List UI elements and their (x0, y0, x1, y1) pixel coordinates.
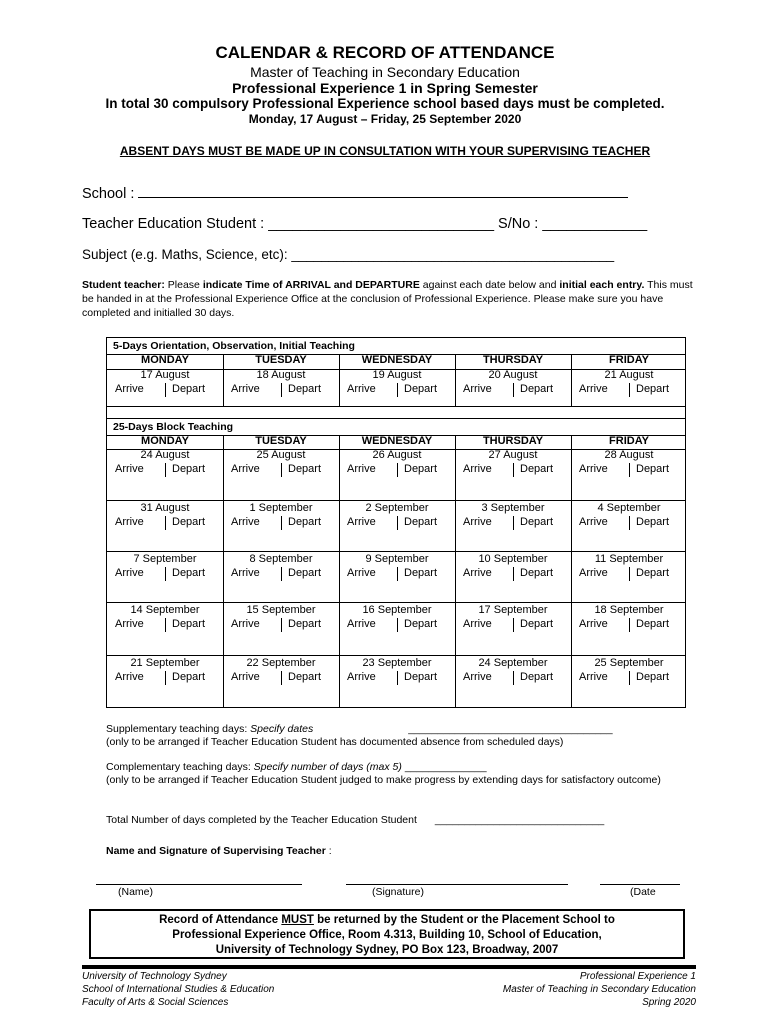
arrive-depart-divider (397, 516, 398, 530)
arrive-field[interactable]: Arrive (115, 567, 144, 579)
depart-field[interactable]: Depart (172, 671, 206, 683)
week-divider (107, 655, 685, 656)
depart-field[interactable]: Depart (520, 463, 554, 475)
arrive-field[interactable]: Arrive (115, 463, 144, 475)
depart-field[interactable]: Depart (288, 463, 322, 475)
arrive-field[interactable]: Arrive (347, 618, 376, 630)
arrive-field[interactable]: Arrive (115, 516, 144, 528)
footer-divider (82, 965, 696, 969)
arrive-depart-divider (629, 383, 630, 397)
date-cell: 18 August (256, 369, 306, 381)
sno-label: S/No : _____________ (498, 216, 648, 232)
date-cell: 17 August (140, 369, 190, 381)
complementary-note: (only to be arranged if Teacher Education Student judged to make progress by extending days for satisfactory outcome) (106, 774, 661, 786)
arrive-field[interactable]: Arrive (115, 383, 144, 395)
supplementary-days (106, 723, 686, 749)
complementary-input-line[interactable]: ______________ (404, 761, 487, 773)
date-cell: 10 September (478, 553, 548, 565)
instructions-lead: Student teacher: (82, 279, 165, 291)
date-cell: 20 August (488, 369, 538, 381)
date-cell: 21 August (604, 369, 654, 381)
arrive-depart-divider (513, 516, 514, 530)
school-input-line[interactable] (138, 185, 628, 198)
depart-field[interactable]: Depart (636, 618, 670, 630)
row-divider (107, 449, 685, 450)
footer-right (396, 970, 696, 1009)
name-line[interactable] (96, 884, 302, 885)
week-divider (107, 500, 685, 501)
footer-program: Master of Teaching in Secondary Education (502, 984, 696, 995)
footer-school: School of International Studies & Education (82, 984, 275, 995)
date-cell: 1 September (249, 502, 313, 514)
arrive-depart-divider (165, 618, 166, 632)
column-divider (339, 435, 340, 707)
week-divider (107, 602, 685, 603)
subject-label: Subject (e.g. Maths, Science, etc): ___________________________________________ (82, 247, 615, 262)
signature-title: Name and Signature of Supervising Teacher (106, 845, 326, 857)
student-label: Teacher Education Student : ____________________________ (82, 216, 495, 232)
section-orientation-title: 5-Days Orientation, Observation, Initial Teaching (113, 340, 355, 352)
date-cell: 17 September (478, 604, 548, 616)
arrive-field[interactable]: Arrive (579, 618, 608, 630)
arrive-field[interactable]: Arrive (231, 516, 260, 528)
day-header-wednesday: WEDNESDAY (361, 354, 433, 366)
column-divider (455, 354, 456, 406)
date-cell: 2 September (365, 502, 429, 514)
arrive-depart-divider (165, 383, 166, 397)
date-cell: 4 September (597, 502, 661, 514)
signature-title-suffix: : (325, 845, 332, 857)
depart-field[interactable]: Depart (288, 383, 322, 395)
day-header-thursday: THURSDAY (482, 354, 544, 366)
date-cell: 24 September (478, 657, 548, 669)
date-cell: 9 September (365, 553, 429, 565)
total-input-line[interactable]: _____________________________ (434, 814, 605, 826)
row-divider (107, 418, 685, 419)
column-divider (571, 435, 572, 707)
arrive-field[interactable]: Arrive (347, 383, 376, 395)
name-caption: (Name) (118, 886, 154, 898)
depart-field[interactable]: Depart (288, 618, 322, 630)
date-cell: 24 August (140, 449, 190, 461)
arrive-depart-divider (629, 567, 630, 581)
date-cell: 25 August (256, 449, 306, 461)
section-block-teaching-title: 25-Days Block Teaching (113, 421, 234, 433)
arrive-field[interactable]: Arrive (115, 618, 144, 630)
date-caption: (Date (630, 886, 656, 898)
depart-field[interactable]: Depart (404, 516, 438, 528)
depart-field[interactable]: Depart (404, 671, 438, 683)
arrive-depart-divider (629, 516, 630, 530)
arrive-depart-divider (513, 383, 514, 397)
instructions-paragraph (82, 278, 698, 320)
day-header-wednesday: WEDNESDAY (361, 435, 433, 447)
depart-field[interactable]: Depart (172, 463, 206, 475)
instructions-text-2: against each date below and (419, 279, 560, 291)
footer-course: Professional Experience 1 (579, 971, 696, 982)
date-cell: 18 September (594, 604, 664, 616)
date-cell: 25 September (594, 657, 664, 669)
instructions-bold-1: indicate Time of ARRIVAL and DEPARTURE (202, 279, 420, 291)
date-cell: 16 September (362, 604, 432, 616)
arrive-field[interactable]: Arrive (115, 671, 144, 683)
arrive-field[interactable]: Arrive (231, 618, 260, 630)
date-cell: 28 August (604, 449, 654, 461)
depart-field[interactable]: Depart (404, 618, 438, 630)
day-header-friday: FRIDAY (609, 435, 649, 447)
arrive-depart-divider (397, 618, 398, 632)
depart-field[interactable]: Depart (636, 516, 670, 528)
date-cell: 22 September (246, 657, 316, 669)
column-divider (223, 435, 224, 707)
date-cell: 3 September (481, 502, 545, 514)
instructions-bold-2: initial each entry. (559, 279, 645, 291)
day-header-tuesday: TUESDAY (255, 354, 307, 366)
arrive-depart-divider (513, 567, 514, 581)
depart-field[interactable]: Depart (172, 383, 206, 395)
arrive-depart-divider (281, 618, 282, 632)
arrive-field[interactable]: Arrive (231, 567, 260, 579)
attendance-calendar (106, 337, 686, 708)
date-cell: 15 September (246, 604, 316, 616)
depart-field[interactable]: Depart (636, 383, 670, 395)
arrive-field[interactable]: Arrive (463, 463, 492, 475)
date-cell: 23 September (362, 657, 432, 669)
notice-line2: Professional Experience Office, Room 4.313, Building 10, School of Education, (172, 929, 602, 941)
week-divider (107, 551, 685, 552)
depart-field[interactable]: Depart (288, 516, 322, 528)
depart-field[interactable]: Depart (404, 463, 438, 475)
arrive-depart-divider (513, 618, 514, 632)
arrive-depart-divider (165, 516, 166, 530)
date-range: Monday, 17 August – Friday, 25 September 2020 (248, 112, 522, 126)
footer-university: University of Technology Sydney (82, 971, 227, 982)
arrive-field[interactable]: Arrive (463, 516, 492, 528)
instructions-text-3: This must be handed in at the Professional Experience Office at the conclusion of Professional Experience. Please make sure you have completed and initialled 30 days. (82, 279, 693, 319)
depart-field[interactable]: Depart (172, 567, 206, 579)
depart-field[interactable]: Depart (288, 567, 322, 579)
footer-left (82, 970, 274, 1009)
arrive-depart-divider (165, 463, 166, 477)
depart-field[interactable]: Depart (520, 671, 554, 683)
depart-field[interactable]: Depart (520, 516, 554, 528)
arrive-depart-divider (513, 463, 514, 477)
depart-field[interactable]: Depart (404, 383, 438, 395)
arrive-field[interactable]: Arrive (463, 618, 492, 630)
arrive-field[interactable]: Arrive (347, 516, 376, 528)
requirement-note: In total 30 compulsory Professional Experience school based days must be completed. (105, 96, 665, 111)
arrive-field[interactable]: Arrive (579, 463, 608, 475)
school-label: School : (82, 186, 135, 202)
notice-line1-a: Record of Attendance (159, 914, 282, 926)
arrive-depart-divider (629, 671, 630, 685)
date-cell: 26 August (372, 449, 422, 461)
arrive-depart-divider (281, 463, 282, 477)
signature-line[interactable] (346, 884, 568, 885)
arrive-field[interactable]: Arrive (347, 463, 376, 475)
arrive-depart-divider (513, 671, 514, 685)
instructions-text-1: Please (164, 279, 203, 291)
depart-field[interactable]: Depart (520, 567, 554, 579)
arrive-field[interactable]: Arrive (347, 671, 376, 683)
footer-faculty: Faculty of Arts & Social Sciences (82, 997, 229, 1008)
arrive-field[interactable]: Arrive (579, 671, 608, 683)
total-label: Total Number of days completed by the Teacher Education Student (106, 814, 417, 826)
page-title: CALENDAR & RECORD OF ATTENDANCE (215, 43, 555, 62)
date-cell: 8 September (249, 553, 313, 565)
day-header-tuesday: TUESDAY (255, 435, 307, 447)
signature-section-title (106, 845, 332, 858)
arrive-depart-divider (165, 671, 166, 685)
supplementary-note: (only to be arranged if Teacher Education Student has documented absence from scheduled days) (106, 736, 564, 748)
arrive-field[interactable]: Arrive (463, 567, 492, 579)
notice-line1-c: be returned by the Student or the Placement School to (313, 914, 615, 926)
school-field (82, 185, 628, 202)
notice-line3: University of Technology Sydney, PO Box 123, Broadway, 2007 (215, 944, 559, 956)
row-divider (107, 354, 685, 355)
program-subtitle: Master of Teaching in Secondary Education (250, 64, 520, 80)
date-cell: 14 September (130, 604, 200, 616)
supplementary-label: Supplementary teaching days: (106, 723, 251, 735)
supplementary-input-line[interactable]: ___________________________________ (408, 723, 613, 735)
arrive-field[interactable]: Arrive (231, 671, 260, 683)
arrive-depart-divider (281, 383, 282, 397)
arrive-depart-divider (281, 567, 282, 581)
arrive-field[interactable]: Arrive (231, 463, 260, 475)
arrive-depart-divider (397, 671, 398, 685)
row-divider (107, 406, 685, 407)
complementary-days (106, 761, 696, 787)
depart-field[interactable]: Depart (636, 671, 670, 683)
column-divider (455, 435, 456, 707)
arrive-field[interactable]: Arrive (347, 567, 376, 579)
arrive-depart-divider (629, 618, 630, 632)
depart-field[interactable]: Depart (404, 567, 438, 579)
day-header-monday: MONDAY (141, 354, 189, 366)
arrive-field[interactable]: Arrive (231, 383, 260, 395)
column-divider (571, 354, 572, 406)
depart-field[interactable]: Depart (288, 671, 322, 683)
footer-term: Spring 2020 (642, 997, 696, 1008)
complementary-hint: Specify number of days (max 5) (253, 761, 402, 773)
absent-days-note: ABSENT DAYS MUST BE MADE UP IN CONSULTATION WITH YOUR SUPERVISING TEACHER (119, 144, 651, 158)
return-notice-box (89, 909, 685, 959)
arrive-depart-divider (281, 516, 282, 530)
complementary-label: Complementary teaching days: (106, 761, 254, 773)
date-cell: 19 August (372, 369, 422, 381)
date-cell: 21 September (130, 657, 200, 669)
depart-field[interactable]: Depart (636, 567, 670, 579)
arrive-field[interactable]: Arrive (463, 383, 492, 395)
subject-field (82, 247, 614, 262)
arrive-depart-divider (629, 463, 630, 477)
arrive-depart-divider (397, 383, 398, 397)
depart-field[interactable]: Depart (520, 383, 554, 395)
arrive-field[interactable]: Arrive (579, 567, 608, 579)
row-divider (107, 435, 685, 436)
date-line[interactable] (600, 884, 680, 885)
total-days (106, 814, 604, 827)
date-cell: 11 September (594, 553, 664, 565)
supplementary-hint: Specify dates (250, 723, 314, 735)
student-field (82, 216, 647, 232)
arrive-depart-divider (397, 463, 398, 477)
day-header-monday: MONDAY (141, 435, 189, 447)
date-cell: 7 September (133, 553, 197, 565)
row-divider (107, 369, 685, 370)
arrive-field[interactable]: Arrive (579, 516, 608, 528)
date-cell: 27 August (488, 449, 538, 461)
day-header-friday: FRIDAY (609, 354, 649, 366)
depart-field[interactable]: Depart (172, 618, 206, 630)
date-cell: 31 August (140, 502, 190, 514)
arrive-field[interactable]: Arrive (579, 383, 608, 395)
column-divider (339, 354, 340, 406)
arrive-field[interactable]: Arrive (463, 671, 492, 683)
day-header-thursday: THURSDAY (482, 435, 544, 447)
signature-caption: (Signature) (372, 886, 424, 898)
column-divider (223, 354, 224, 406)
experience-subtitle: Professional Experience 1 in Spring Semester (232, 80, 538, 96)
depart-field[interactable]: Depart (636, 463, 670, 475)
arrive-depart-divider (281, 671, 282, 685)
arrive-depart-divider (165, 567, 166, 581)
depart-field[interactable]: Depart (172, 516, 206, 528)
notice-must: MUST (281, 914, 314, 926)
arrive-depart-divider (397, 567, 398, 581)
depart-field[interactable]: Depart (520, 618, 554, 630)
